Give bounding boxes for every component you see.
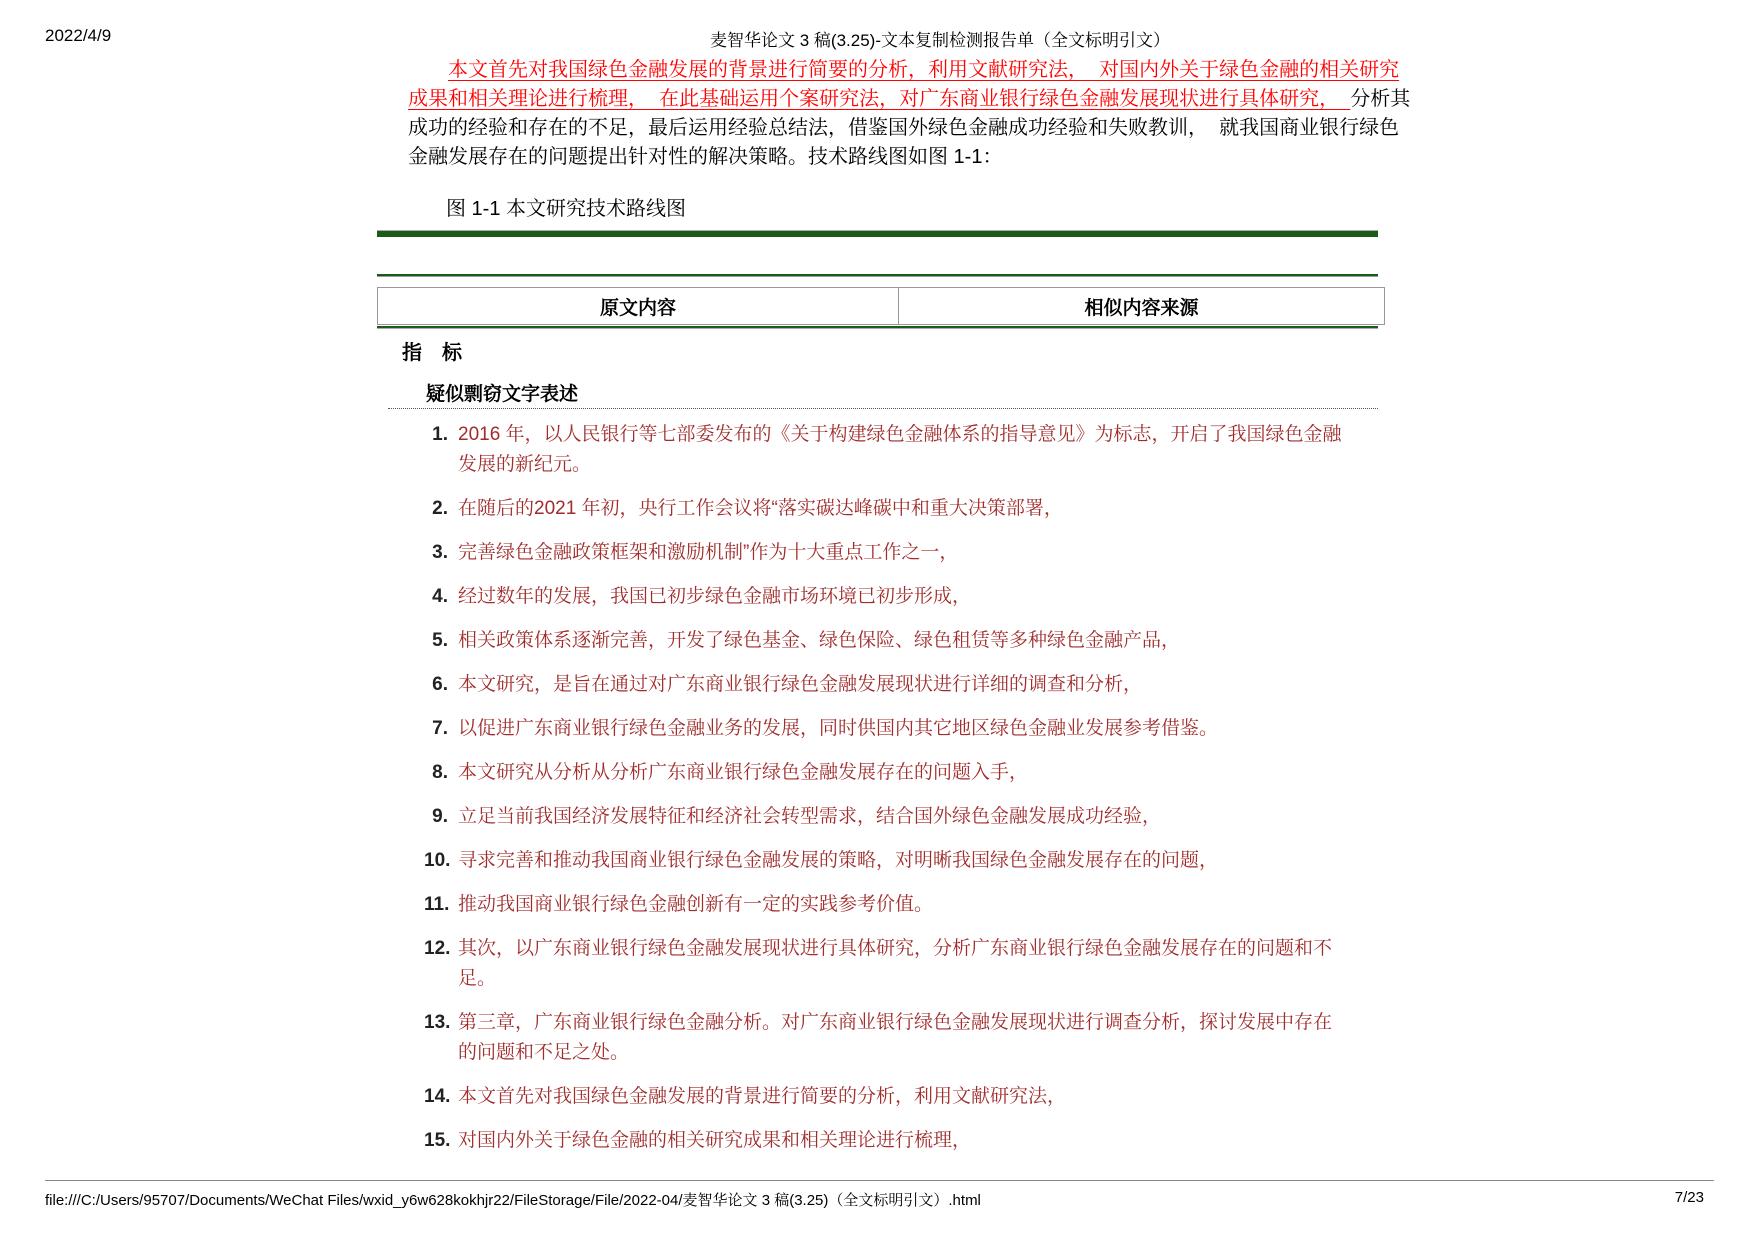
intro-line-4: 金融发展存在的问题提出针对性的解决策略。技术路线图如图 1-1： — [408, 146, 1003, 168]
footer-file-path: file:///C:/Users/95707/Documents/WeChat Files/wxid_y6w628kokhjr22/FileStorage/File/2022-04/麦智华论文 3 稿(3.25)（全文标明引文）.html — [45, 1192, 981, 1209]
intro-paragraph — [408, 56, 1411, 172]
list-item: 推动我国商业银行绿色金融创新有一定的实践参考价值。 — [458, 894, 934, 915]
list-item: 其次，以广东商业银行绿色金融发展现状进行具体研究，分析广东商业银行绿色金融发展存在的问题和不足。 — [458, 938, 1333, 989]
intro-line-3: 成功的经验和存在的不足，最后运用经验总结法，借鉴国外绿色金融成功经验和失败教训， 就我国商业银行绿色 — [408, 117, 1400, 139]
print-date: 2022/4/9 — [45, 26, 112, 45]
thin-green-divider — [377, 274, 1378, 277]
list-item: 完善绿色金融政策框架和激励机制”作为十大重点工作之一， — [458, 542, 959, 563]
list-item: 经过数年的发展，我国已初步绿色金融市场环境已初步形成， — [458, 586, 972, 607]
list-item: 立足当前我国经济发展特征和经济社会转型需求，结合国外绿色金融发展成功经验， — [458, 806, 1162, 827]
plagiarized-text-span: 成果和相关理论进行梳理， 在此基础运用个案研究法，对广东商业银行绿色金融发展现状进行具体研究， — [408, 88, 1351, 110]
list-item: 本文首先对我国绿色金融发展的背景进行简要的分析，利用文献研究法， — [458, 1086, 1067, 1107]
list-item: 第三章，广东商业银行绿色金融分析。对广东商业银行绿色金融发展现状进行调查分析，探讨发展中存在的问题和不足之处。 — [458, 1012, 1333, 1063]
comparison-table-header — [377, 287, 1385, 325]
list-item: 寻求完善和推动我国商业银行绿色金融发展的策略，对明晰我国绿色金融发展存在的问题， — [458, 850, 1219, 871]
list-item: 以促进广东商业银行绿色金融业务的发展，同时供国内其它地区绿色金融业发展参考借鉴。 — [458, 718, 1219, 739]
plagiarized-text-span: 本文首先对我国绿色金融发展的背景进行简要的分析，利用文献研究法， 对国内外关于绿色金融的相关研究 — [448, 59, 1400, 81]
section-indicator-title: 指 标 — [402, 342, 462, 364]
table-header-row — [378, 288, 1385, 325]
thick-green-divider — [377, 230, 1378, 237]
list-item: 本文研究从分析从分析广东商业银行绿色金融发展存在的问题入手， — [458, 762, 1029, 783]
list-item: 相关政策体系逐渐完善，开发了绿色基金、绿色保险、绿色租赁等多种绿色金融产品， — [458, 630, 1181, 651]
dotted-divider — [388, 408, 1378, 409]
table-header-similar-source: 相似内容来源 — [899, 288, 1385, 325]
suspected-plagiarism-list — [424, 420, 1346, 1170]
figure-caption: 图 1-1 本文研究技术路线图 — [446, 198, 687, 220]
list-item: 本文研究，是旨在通过对广东商业银行绿色金融发展现状进行详细的调查和分析， — [458, 674, 1143, 695]
document-title: 麦智华论文 3 稿(3.25)-文本复制检测报告单（全文标明引文） — [710, 31, 1170, 50]
header-green-underline — [377, 326, 1378, 329]
list-item: 在随后的2021 年初，央行工作会议将“落实碳达峰碳中和重大决策部署， — [458, 498, 1063, 519]
section-suspected-plagiarism-title: 疑似剽窃文字表述 — [426, 384, 579, 405]
normal-text-span: 分析其 — [1350, 88, 1411, 110]
footer-page-number: 7/23 — [1674, 1189, 1704, 1206]
list-item: 2016 年，以人民银行等七部委发布的《关于构建绿色金融体系的指导意见》为标志，开启了我国绿色金融发展的新纪元。 — [458, 424, 1342, 475]
intro-line-2 — [408, 85, 1411, 114]
footer-divider — [45, 1180, 1714, 1181]
intro-line-1 — [408, 56, 1400, 85]
table-header-original-content: 原文内容 — [378, 288, 899, 325]
list-item: 对国内外关于绿色金融的相关研究成果和相关理论进行梳理， — [458, 1130, 972, 1151]
